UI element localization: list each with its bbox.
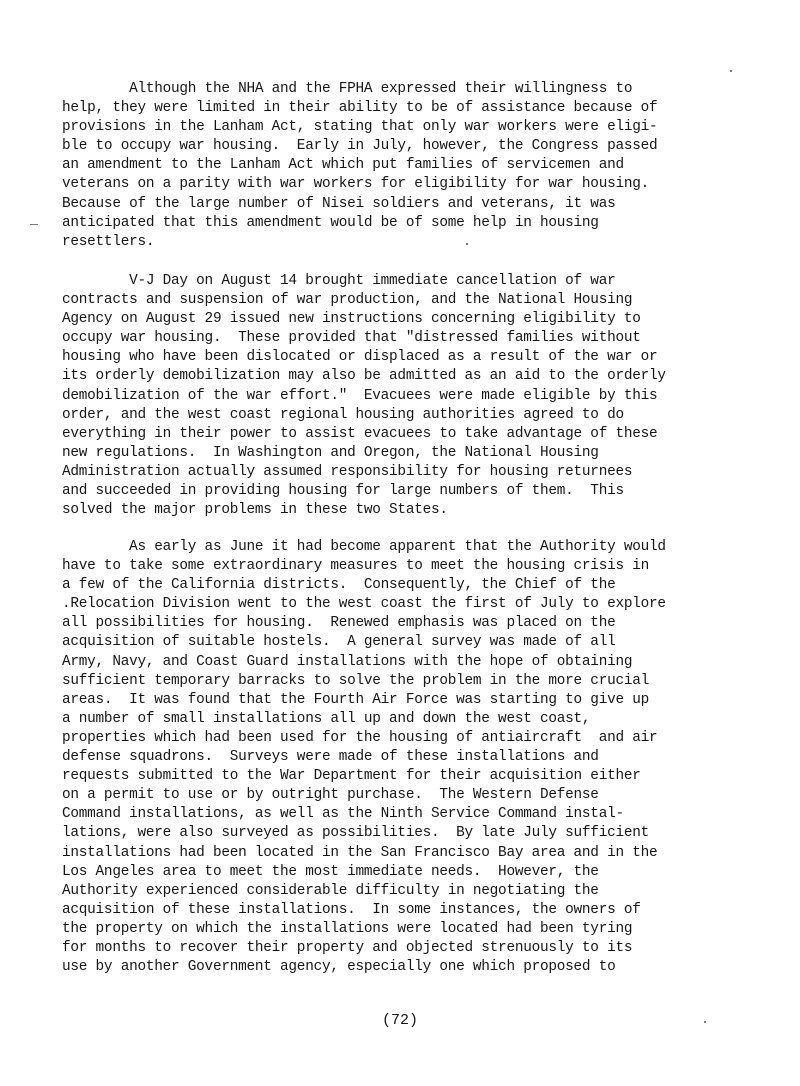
text-line: Authority experienced considerable difficulty in negotiating the [62,882,599,899]
paragraph-vj-day [62,272,666,520]
text-line: sufficient temporary barracks to solve the problem in the more crucial [62,672,650,689]
text-line: provisions in the Lanham Act, stating that only war workers were eligi- [62,119,658,136]
text-line: Los Angeles area to meet the most immediate needs. However, the [62,863,599,880]
margin-mark [30,224,38,225]
text-line: ble to occupy war housing. Early in July, however, the Congress passed [62,138,658,155]
text-line: have to take some extraordinary measures to meet the housing crisis in [62,558,650,575]
paragraph-housing-crisis [62,538,666,977]
paragraph-housing-eligibility [62,80,657,252]
text-line: lations, were also surveyed as possibilities. By late July sufficient [62,825,650,842]
text-line: .Relocation Division went to the west coast the first of July to explore [62,596,666,613]
text-line: V-J Day on August 14 brought immediate cancellation of war [62,273,616,289]
text-line: solved the major problems in these two States. [62,502,448,519]
text-line: Because of the large number of Nisei soldiers and veterans, it was [62,195,616,212]
text-line: anticipated that this amendment would be of some help in housing [62,214,599,231]
text-line: demobilization of the war effort." Evacuees were made eligible by this [62,387,658,404]
text-line: help, they were limited in their ability to be of assistance because of [62,100,658,117]
text-line: the property on which the installations were located had been tyring [62,920,633,937]
text-line: resettlers. [62,233,155,250]
text-line: acquisition of these installations. In some instances, the owners of [62,901,641,918]
text-line: defense squadrons. Surveys were made of these installations and [62,749,599,766]
text-line: properties which had been used for the housing of antiaircraft and air [62,729,658,746]
text-line: everything in their power to assist evacuees to take advantage of these [62,425,658,442]
text-line: for months to recover their property and objected strenuously to its [62,939,633,956]
text-line: new regulations. In Washington and Oregon, the National Housing [62,444,599,461]
text-line: Agency on August 29 issued new instructions concerning eligibility to [62,311,641,328]
text-line: Army, Navy, and Coast Guard installations with the hope of obtaining [62,653,633,670]
text-line: a few of the California districts. Consequently, the Chief of the [62,577,616,594]
text-line: Command installations, as well as the Ninth Service Command instal- [62,806,624,823]
page-number: (72) [381,1012,418,1029]
text-line: and succeeded in providing housing for large numbers of them. This [62,483,624,500]
text-line: a number of small installations all up and down the west coast, [62,710,591,727]
scan-speck [466,243,468,245]
text-line: all possibilities for housing. Renewed emphasis was placed on the [62,615,616,632]
text-line: Although the NHA and the FPHA expressed their willingness to [62,81,633,97]
text-line: acquisition of suitable hostels. A general survey was made of all [62,634,616,651]
text-line: contracts and suspension of war production, and the National Housing [62,292,633,309]
text-line: As early as June it had become apparent that the Authority would [62,539,666,555]
text-line: requests submitted to the War Department for their acquisition either [62,768,641,785]
text-line: occupy war housing. These provided that "distressed families without [62,330,641,347]
text-line: installations had been located in the San Francisco Bay area and in the [62,844,658,861]
text-line: its orderly demobilization may also be admitted as an aid to the orderly [62,368,666,385]
text-line: order, and the west coast regional housing authorities agreed to do [62,406,624,423]
text-line: veterans on a parity with war workers for eligibility for war housing. [62,176,650,193]
scan-speck [730,70,732,72]
text-line: use by another Government agency, especially one which proposed to [62,959,616,976]
text-line: Administration actually assumed responsibility for housing returnees [62,463,633,480]
text-line: an amendment to the Lanham Act which put families of servicemen and [62,157,624,174]
text-line: on a permit to use or by outright purchase. The Western Defense [62,787,599,804]
text-line: housing who have been dislocated or displaced as a result of the war or [62,349,658,366]
scan-speck [704,1021,706,1023]
text-line: areas. It was found that the Fourth Air Force was starting to give up [62,691,650,708]
